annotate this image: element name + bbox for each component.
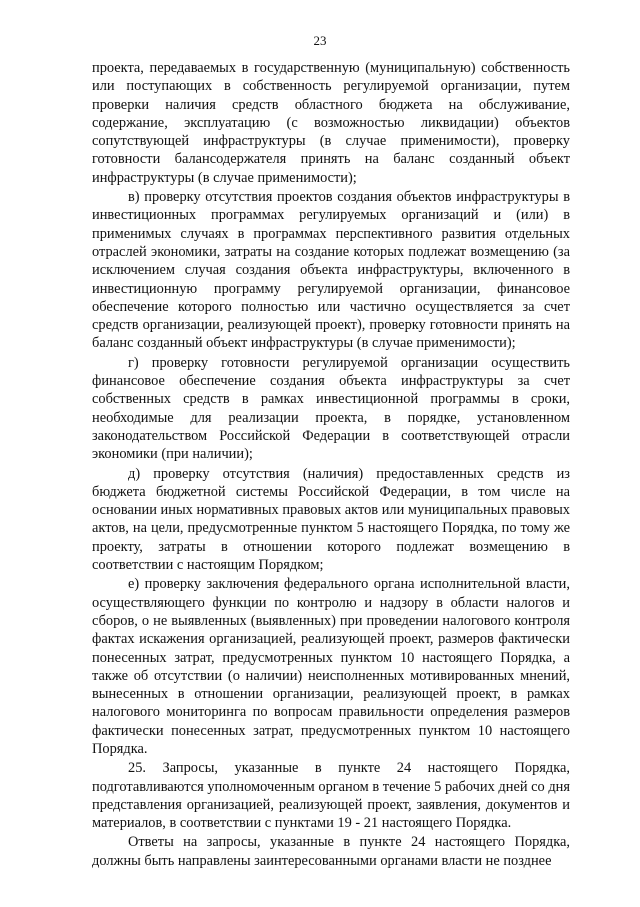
paragraph-item-g: г) проверку готовности регулируемой организации осуществить финансовое обеспечение создания объекта инфраструктуры за счет собственных средств в рамках инвестиционной программы в сроки, необходимые для реализации проекта, в порядке, установленном законодательством Российской Федерации в соответствующей отрасли экономики (при наличии);	[92, 354, 570, 463]
document-body	[92, 59, 570, 871]
paragraph-item-v: в) проверку отсутствия проектов создания объектов инфраструктуры в инвестиционных программах регулируемых организаций и (или) в применимых случаях в программах перспективного развития отдельных отраслей экономики, затраты на создание которых подлежат возмещению (за исключением случая создания объекта инфраструктуры, включенного в инвестиционную программу регулируемой организации, финансовое обеспечение которого полностью или частично осуществляется за счет средств организации, реализующей проект), проверку готовности принять на баланс созданный объект инфраструктуры (в случае применимости);	[92, 189, 570, 352]
paragraph-item-d: д) проверку отсутствия (наличия) предоставленных средств из бюджета бюджетной системы Российской Федерации, в том числе на основании иных нормативных правовых актов или муниципальных правовых актов, на цели, предусмотренные пунктом 5 настоящего Порядка, по тому же проекту, затраты в отношении которого подлежат возмещению в соответствии с настоящим Порядком;	[92, 465, 570, 574]
page-number: 23	[313, 33, 327, 48]
paragraph-responses: Ответы на запросы, указанные в пункте 24 настоящего Порядка, должны быть направлены заинтересованными органами власти не позднее	[92, 834, 570, 869]
paragraph-continuation: проекта, передаваемых в государственную (муниципальную) собственность или поступающих в собственность регулируемой организации, путем проверки наличия средств областного бюджета на обслуживание, содержание, эксплуатацию (с возможностью ликвидации) объектов сопутствующей инфраструктуры (в случае применимости), проверку готовности балансодержателя принять на баланс созданный объект инфраструктуры (в случае применимости);	[92, 60, 570, 186]
paragraph-item-e: е) проверку заключения федерального органа исполнительной власти, осуществляющего функции по контролю и надзору в области налогов и сборов, о не выявленных (выявленных) при проведении налогового контроля фактах искажения организацией, реализующей проект, размеров фактически понесенных затрат, предусмотренных пунктом 10 настоящего Порядка, а также об отсутствии (о наличии) неисполненных мотивированных мнений, вынесенных в отношении организации, реализующей проект, в рамках налогового мониторинга по вопросам правильности определения размеров фактически понесенных затрат, предусмотренных пунктом 10 настоящего Порядка.	[92, 576, 570, 757]
paragraph-clause-25: 25. Запросы, указанные в пункте 24 настоящего Порядка, подготавливаются уполномоченным органом в течение 5 рабочих дней со дня представления организацией, реализующей проект, заявления, документов и материалов, в соответствии с пунктами 19 - 21 настоящего Порядка.	[92, 760, 570, 832]
